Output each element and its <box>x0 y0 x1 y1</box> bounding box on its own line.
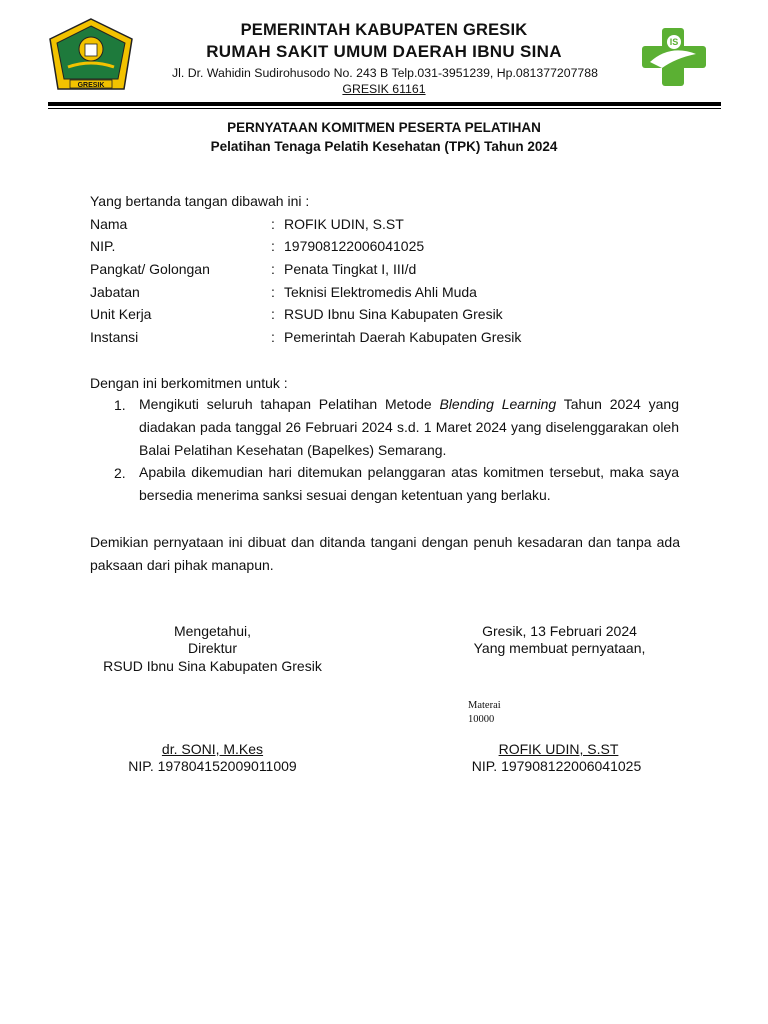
signature-left-institution: RSUD Ibnu Sina Kabupaten Gresik <box>103 658 322 674</box>
letterhead-address: Jl. Dr. Wahidin Sudirohusodo No. 243 B Telp.031-3951239, Hp.081377207788 <box>172 66 598 80</box>
field-label-pangkat: Pangkat/ Golongan <box>90 261 210 277</box>
signature-left-position: Direktur <box>187 640 237 656</box>
letterhead-city-text: GRESIK 61161 <box>342 82 426 96</box>
letterhead-rule-thin <box>48 108 721 109</box>
list-item-text <box>139 393 679 462</box>
list-item-number: 1. <box>114 397 126 413</box>
field-value-jabatan: Teknisi Elektromedis Ahli Muda <box>284 284 477 300</box>
closing-statement: Demikian pernyataan ini dibuat dan ditanda tangani dengan penuh kesadaran dan tanpa ada paksaan dari pihak manapun. <box>90 534 680 573</box>
field-label-jabatan: Jabatan <box>90 284 140 300</box>
field-colon: : <box>271 261 275 277</box>
field-value-instansi: Pemerintah Daerah Kabupaten Gresik <box>284 329 522 345</box>
logo-right-text: IS <box>669 37 679 47</box>
list-item-text: Apabila dikemudian hari ditemukan pelanggaran atas komitmen tersebut, maka saya bersedia menerima sanksi sesuai dengan ketentuan yang berlaku. <box>139 464 679 503</box>
document-title: PERNYATAAN KOMITMEN PESERTA PELATIHAN <box>227 120 541 135</box>
letterhead-city <box>0 82 768 96</box>
field-label-nip: NIP. <box>90 238 116 254</box>
document-subtitle: Pelatihan Tenaga Pelatih Kesehatan (TPK) Tahun 2024 <box>210 139 558 154</box>
letterhead-government: PEMERINTAH KABUPATEN GRESIK <box>240 21 528 39</box>
field-label-nama: Nama <box>90 216 128 232</box>
field-colon: : <box>271 216 275 232</box>
field-label-instansi: Instansi <box>90 329 139 345</box>
signature-left-acknowledged: Mengetahui, <box>173 623 252 639</box>
signature-right-nip: NIP. 197908122006041025 <box>471 758 642 774</box>
stamp-duty-amount: 10000 <box>468 714 495 725</box>
field-value-unit-kerja: RSUD Ibnu Sina Kabupaten Gresik <box>284 306 503 322</box>
field-colon: : <box>271 329 275 345</box>
signature-left-name <box>60 741 365 757</box>
field-value-nip: 197908122006041025 <box>284 238 425 254</box>
list-item-text-part: Tahun 2024 yang diadakan pada tanggal 26 Februari 2024 s.d. 1 Maret 2024 yang diselenggarakan oleh Balai Pelatihan Kesehatan (Bapelkes) Semarang. <box>139 396 679 458</box>
field-value-nama: ROFIK UDIN, S.ST <box>284 216 404 232</box>
signature-right-name <box>406 741 711 757</box>
list-item-text-part: Mengikuti seluruh tahapan Pelatihan Metode <box>139 396 440 412</box>
field-colon: : <box>271 284 275 300</box>
logo-left-text: GRESIK <box>77 82 105 89</box>
signature-right-name-text: ROFIK UDIN, S.ST <box>498 741 619 757</box>
field-colon: : <box>271 238 275 254</box>
field-colon: : <box>271 306 275 322</box>
list-item-emphasis: Blending Learning <box>439 396 557 412</box>
signature-left-nip: NIP. 197804152009011009 <box>128 758 297 774</box>
list-item-number: 2. <box>114 465 126 481</box>
commitment-intro: Dengan ini berkomitmen untuk : <box>90 375 288 391</box>
letterhead-hospital: RUMAH SAKIT UMUM DAERAH IBNU SINA <box>206 42 562 61</box>
signature-right-date: Gresik, 13 Februari 2024 <box>482 623 637 639</box>
field-label-unit-kerja: Unit Kerja <box>90 306 152 322</box>
intro-text: Yang bertanda tangan dibawah ini : <box>90 193 310 209</box>
letterhead-rule-thick <box>48 102 721 106</box>
field-value-pangkat: Penata Tingkat I, III/d <box>284 261 417 277</box>
signature-right-role: Yang membuat pernyataan, <box>473 640 646 656</box>
stamp-duty-label: Materai <box>468 700 501 711</box>
signature-left-name-text: dr. SONI, M.Kes <box>161 741 264 757</box>
